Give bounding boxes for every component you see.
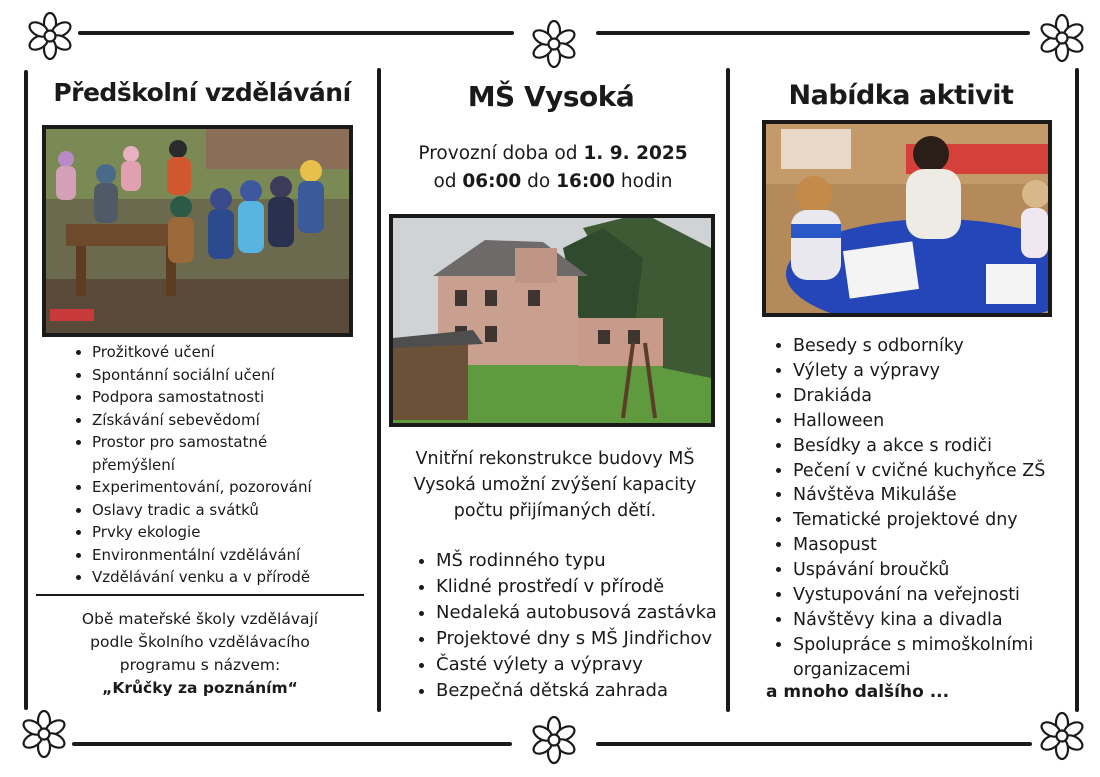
list-item: • Prvky ekologie <box>92 521 382 544</box>
program-note <box>36 608 364 700</box>
flower-icon <box>24 10 76 62</box>
left-feature-list <box>72 341 382 589</box>
children-outdoor-photo <box>42 125 353 337</box>
list-item: • Prostor pro samostatné přemýšlení <box>92 431 292 476</box>
list-item: • Návštěvy kina a divadla <box>793 608 1083 633</box>
left-border-line <box>24 70 28 710</box>
list-item: • Bezpečná dětská zahrada <box>436 678 746 704</box>
list-item: • Nedaleká autobusová zastávka <box>436 600 746 626</box>
opening-hours-line1: Provozní doba od 1. 9. 2025 <box>418 143 688 164</box>
middle-heading: MŠ Vysoká <box>467 80 635 113</box>
list-item: • Pečení v cvičné kuchyňce ZŠ <box>793 459 1083 484</box>
list-item: • Klidné prostředí v přírodě <box>436 574 746 600</box>
opening-hours <box>386 140 720 196</box>
left-divider <box>36 594 364 596</box>
list-item: • Vzdělávání venku a v přírodě <box>92 566 382 589</box>
list-item: • Besedy s odborníky <box>793 334 1083 359</box>
list-item: • Podpora samostatnosti <box>92 386 382 409</box>
list-item: • Masopust <box>793 533 1083 558</box>
list-item: • Besídky a akce s rodiči <box>793 434 1083 459</box>
list-item: • Výlety a výpravy <box>793 359 1083 384</box>
list-item: • Získávání sebevědomí <box>92 409 382 432</box>
bottom-border-line-right <box>596 742 1032 746</box>
program-note-line: Obě mateřské školy vzdělávají <box>81 610 319 628</box>
opening-hours-line2: od 06:00 do 16:00 hodin <box>433 171 673 192</box>
reconstruction-paragraph <box>390 446 720 524</box>
list-item: • Oslavy tradic a svátků <box>92 499 382 522</box>
right-heading: Nabídka aktivit <box>788 80 1014 111</box>
top-border-line-left <box>78 31 514 35</box>
flower-icon <box>1036 710 1088 762</box>
classroom-activity-photo <box>762 120 1052 317</box>
program-note-line: podle Školního vzdělávacího <box>90 633 310 651</box>
list-item: • Drakiáda <box>793 384 1083 409</box>
flower-icon <box>18 708 70 760</box>
list-item: • Projektové dny s MŠ Jindřichov <box>436 626 746 652</box>
list-item: • Časté výlety a výpravy <box>436 652 746 678</box>
list-item: • Environmentální vzdělávání <box>92 544 382 567</box>
list-item: • Spontánní sociální učení <box>92 364 382 387</box>
opening-start: 06:00 <box>462 171 522 192</box>
list-item: • Spolupráce s mimoškolními organizacemi <box>793 633 1038 683</box>
left-heading: Předškolní vzdělávání <box>53 78 351 107</box>
list-item: • Prožitkové učení <box>92 341 382 364</box>
right-footer: a mnoho dalšího ... <box>766 682 950 702</box>
list-item: • Vystupování na veřejnosti <box>793 583 1083 608</box>
right-activity-list <box>773 334 1083 683</box>
list-item: • Návštěva Mikuláše <box>793 483 1083 508</box>
list-item: • Halloween <box>793 409 1083 434</box>
opening-date: 1. 9. 2025 <box>583 143 688 164</box>
paragraph-line: počtu přijímaných dětí. <box>453 501 657 521</box>
bottom-border-line-left <box>72 742 512 746</box>
program-name: „Krůčky za poznáním“ <box>102 679 298 697</box>
flower-icon <box>528 18 580 70</box>
list-item: • MŠ rodinného typu <box>436 548 746 574</box>
top-border-line-right <box>596 31 1030 35</box>
school-building-photo <box>389 214 715 427</box>
list-item: • Experimentování, pozorování <box>92 476 382 499</box>
program-note-line: programu s názvem: <box>119 656 281 674</box>
list-item: • Tematické projektové dny <box>793 508 1083 533</box>
flower-icon <box>1036 12 1088 64</box>
list-item: • Uspávání broučků <box>793 558 1083 583</box>
flower-icon <box>528 714 580 766</box>
middle-feature-list <box>416 548 746 704</box>
paragraph-line: Vnitřní rekonstrukce budovy MŠ <box>415 449 695 469</box>
paragraph-line: Vysoká umožní zvýšení kapacity <box>413 475 697 495</box>
opening-end: 16:00 <box>556 171 615 192</box>
